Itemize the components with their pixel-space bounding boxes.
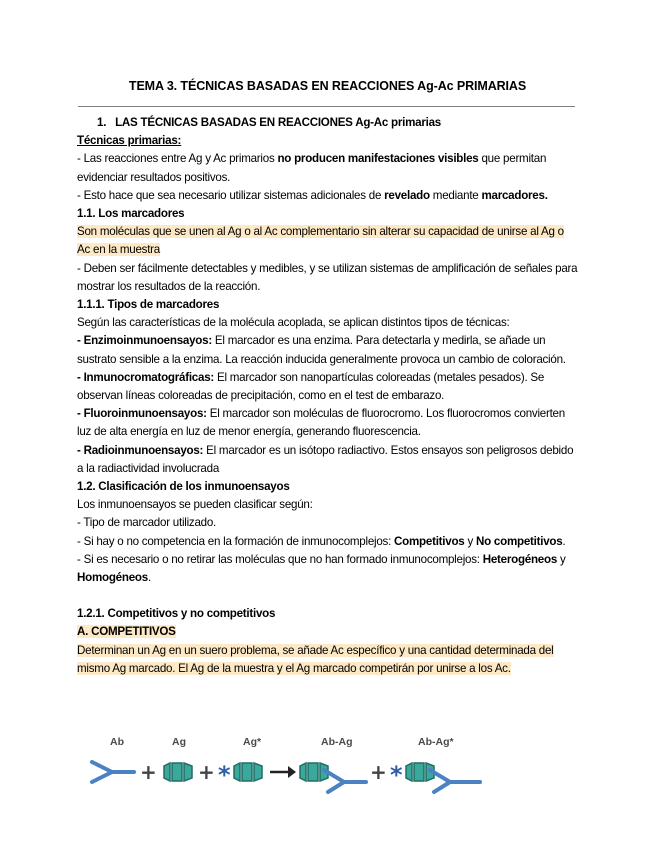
plus-icon: + bbox=[370, 760, 387, 784]
competitivos-heading bbox=[77, 623, 579, 641]
highlighted-text: Son moléculas que se unen al Ag o al Ac complementario sin alterar su capacidad de unirse al Ag o Ac en la muestra bbox=[77, 225, 564, 257]
text-run: y bbox=[557, 552, 566, 566]
marcadores-detectables: - Deben ser fácilmente detectables y medibles, y se utilizan sistemas de amplificación de señales para mostrar los resultados de la reacción. bbox=[77, 261, 578, 293]
item-label: - Radioinmunoensayos: bbox=[77, 443, 204, 457]
antibody-antigen-complex-icon bbox=[300, 763, 366, 792]
marker-star-icon: * bbox=[390, 761, 403, 789]
antigen-icon bbox=[164, 763, 192, 781]
radioinmunoensayos-item bbox=[77, 442, 579, 478]
text-run: . bbox=[562, 534, 566, 548]
item-text: El marcador son moléculas de fluorocromo. Los fluorocromos convierten luz de alta energía en luz de menor energía, generando fluorescencia. bbox=[77, 407, 565, 439]
spacer bbox=[77, 587, 579, 605]
fluoroinmunoensayos-item bbox=[77, 405, 579, 441]
clasificacion-item-3 bbox=[77, 551, 579, 587]
marker-star-icon: * bbox=[218, 761, 231, 789]
paragraph-no-visible bbox=[77, 150, 579, 186]
competitive-reaction-diagram bbox=[88, 736, 488, 796]
text-run: - Las reacciones entre Ag y Ac primarios bbox=[77, 152, 278, 166]
item-text: El marcador son nanopartículas coloreadas (metales pesados). Se observan líneas coloreadas de precipitación, como en el test de embarazo. bbox=[77, 370, 545, 403]
clasificacion-item-2 bbox=[77, 533, 579, 551]
section-1-title: LAS TÉCNICAS BASADAS EN REACCIONES Ag-Ac primarias bbox=[115, 116, 442, 129]
item-label: - Fluoroinmunoensayos: bbox=[77, 407, 207, 421]
text-bold: Competitivos bbox=[394, 534, 465, 548]
reaction-arrow-icon bbox=[270, 766, 296, 778]
text-run: que permitan evidenciar resultados positivos. bbox=[77, 152, 547, 184]
section-1-2-1-heading: 1.2.1. Competitivos y no competitivos bbox=[77, 607, 276, 621]
plus-icon: + bbox=[198, 760, 215, 784]
label-ab-ag: Ab-Ag bbox=[321, 736, 353, 748]
marcadores-definition bbox=[77, 223, 579, 259]
clasificacion-intro: Los inmunoensayos se pueden clasificar según: bbox=[77, 498, 313, 512]
inmunocromatograficas-item bbox=[77, 369, 579, 405]
text-bold: marcadores. bbox=[481, 188, 548, 202]
document-body bbox=[77, 114, 579, 678]
section-1-2-heading: 1.2. Clasificación de los inmunoensayos bbox=[77, 480, 290, 494]
text-run: y bbox=[464, 534, 476, 548]
primary-techniques-subheading: Técnicas primarias: bbox=[77, 134, 182, 148]
item-label: - Inmunocromatográficas: bbox=[77, 370, 215, 384]
text-bold: Homogéneos bbox=[77, 571, 148, 585]
text-run: . bbox=[147, 571, 151, 585]
text-bold: revelado bbox=[384, 188, 430, 202]
label-ag-marked: Ag* bbox=[243, 736, 262, 748]
title-divider bbox=[78, 106, 575, 107]
highlighted-heading: A. COMPETITIVOS bbox=[77, 625, 176, 639]
text-run: - Si hay o no competencia en la formación de inmunocomplejos: bbox=[77, 534, 395, 548]
page-title: TEMA 3. TÉCNICAS BASADAS EN REACCIONES Ag-Ac PRIMARIAS bbox=[128, 79, 527, 93]
antibody-marked-antigen-complex-icon bbox=[406, 763, 480, 792]
tipos-intro: Según las características de la molécula acoplada, se aplican distintos tipos de técnicas: bbox=[77, 316, 510, 330]
section-1-1-1-heading: 1.1.1. Tipos de marcadores bbox=[77, 298, 220, 312]
competitivos-description bbox=[77, 642, 579, 678]
label-ab: Ab bbox=[110, 736, 124, 748]
text-run: mediante bbox=[429, 188, 482, 202]
item-text: El marcador es una enzima. Para detectarla y medirla, se añade un sustrato sensible a la enzima. La reacción inducida generalmente provoca un cambio de coloración. bbox=[77, 334, 566, 366]
text-bold: no producen manifestaciones visibles bbox=[277, 152, 479, 166]
text-run: - Si es necesario o no retirar las moléculas que no han formado inmunocomplejos: bbox=[77, 552, 483, 566]
marked-antigen-icon bbox=[234, 763, 262, 781]
plus-icon: + bbox=[140, 760, 157, 784]
text-run: - Esto hace que sea necesario utilizar sistemas adicionales de bbox=[77, 188, 385, 202]
enzimoinmunoensayos-item bbox=[77, 332, 579, 368]
diagram-graphic bbox=[88, 736, 488, 796]
highlighted-text: Determinan un Ag en un suero problema, se añade Ac específico y una cantidad determinada del mismo Ag marcado. El Ag de la muestra y el Ag marcado competirán por unirse a los Ac. bbox=[77, 643, 554, 675]
paragraph-revelado bbox=[77, 187, 579, 205]
antibody-icon bbox=[92, 762, 134, 782]
text-bold: Heterogéneos bbox=[482, 552, 558, 566]
item-label: - Enzimoinmunoensayos: bbox=[77, 334, 212, 348]
section-1-heading bbox=[77, 114, 579, 132]
label-ag: Ag bbox=[172, 736, 186, 748]
clasificacion-item-1: - Tipo de marcador utilizado. bbox=[77, 516, 217, 530]
section-1-number: 1. bbox=[97, 116, 107, 129]
text-bold: No competitivos bbox=[475, 534, 563, 548]
item-text: El marcador es un isótopo radiactivo. Estos ensayos son peligrosos debido a la radiactividad involucrada bbox=[77, 443, 574, 475]
section-1-1-heading: 1.1. Los marcadores bbox=[77, 207, 185, 221]
label-ab-ag-marked: Ab-Ag* bbox=[418, 736, 454, 748]
